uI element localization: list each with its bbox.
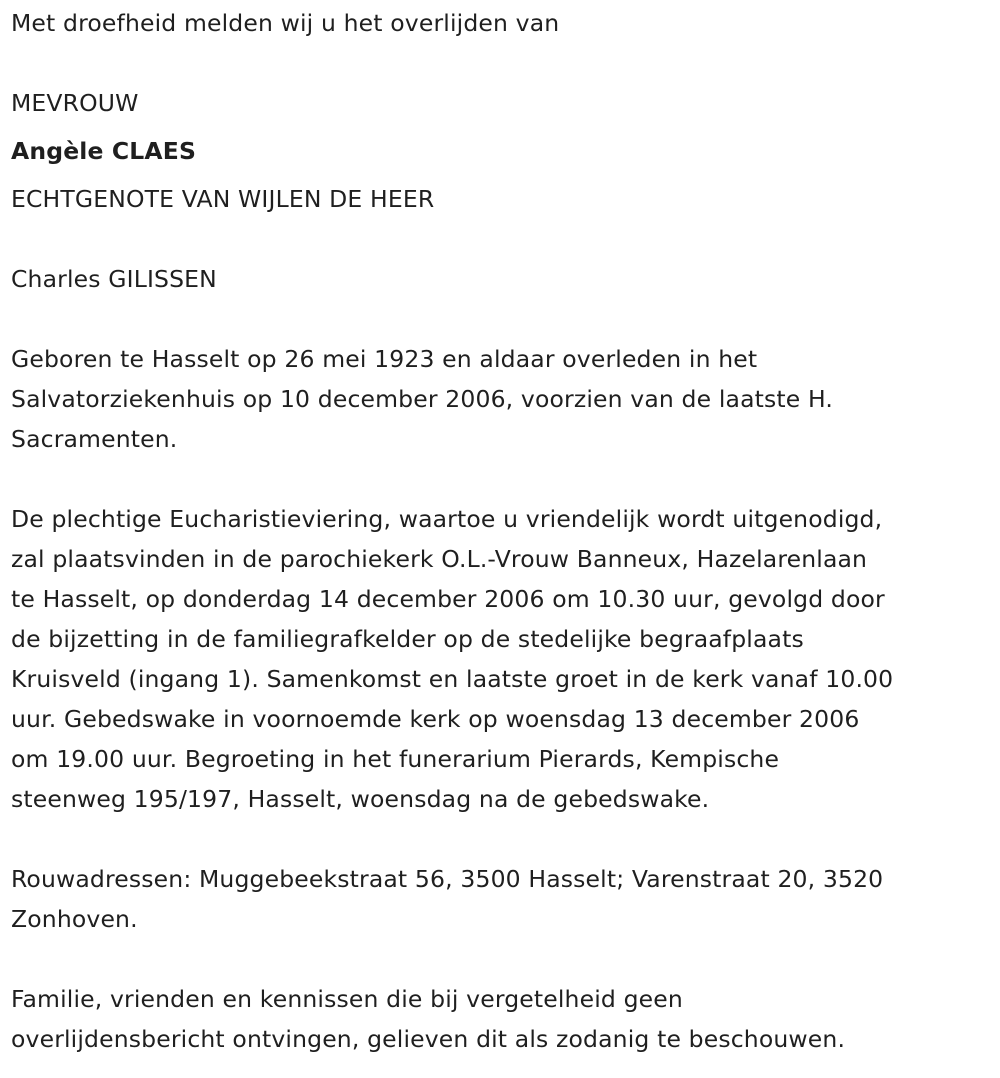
ceremony-paragraph: De plechtige Eucharistieviering, waartoe u vriendelijk wordt uitgenodigd, zal plaatsvinden in de parochiekerk O.L.-Vrouw Banneux, Hazelarenlaan te Hasselt, op donderdag 14 december 2006 om 10.30 uur, gevolgd door de bijzetting in de familiegrafkelder op de stedelijke begraafplaats Kruisveld (ingang 1). Samenkomst en laatste groet in de kerk vanaf 10.00 uur. Gebedswake in voornoemde kerk op woensdag 13 december 2006 om 19.00 uur. Begroeting in het funerarium Pierards, Kempische steenweg 195/197, Hasselt, woensdag na de gebedswake. xyxy=(11,505,894,813)
honorific: MEVROUW xyxy=(11,89,139,117)
birth-death-paragraph: Geboren te Hasselt op 26 mei 1923 en aldaar overleden in het Salvatorziekenhuis op 10 december 2006, voorzien van de laatste H. Sacramenten. xyxy=(11,345,834,453)
spacer xyxy=(11,939,1000,979)
addresses-paragraph: Rouwadressen: Muggebeekstraat 56, 3500 Hasselt; Varenstraat 20, 3520 Zonhoven. xyxy=(11,865,884,933)
spacer xyxy=(11,43,1000,83)
spacer xyxy=(11,459,1000,499)
spouse-name: Charles GILISSEN xyxy=(11,265,217,293)
closing-paragraph: Familie, vrienden en kennissen die bij vergetelheid geen overlijdensbericht ontvingen, gelieven dit als zodanig te beschouwen. xyxy=(11,985,846,1053)
deceased-name: Angèle CLAES xyxy=(11,137,197,165)
relation-text: ECHTGENOTE VAN WIJLEN DE HEER xyxy=(11,185,435,213)
spacer xyxy=(11,219,1000,259)
intro-text: Met droefheid melden wij u het overlijden van xyxy=(11,9,560,37)
spacer xyxy=(11,819,1000,859)
spacer xyxy=(11,299,1000,339)
